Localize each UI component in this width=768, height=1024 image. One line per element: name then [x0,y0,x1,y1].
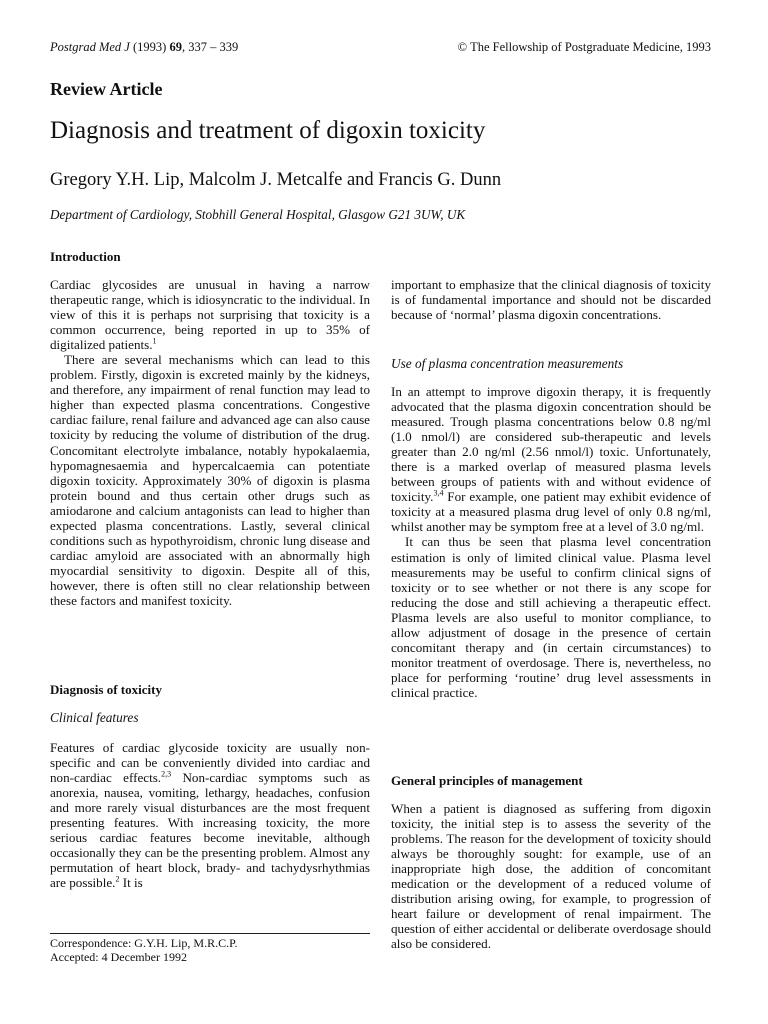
introduction-body [50,277,370,608]
plasma-paragraph-1: In an attempt to improve digoxin therapy, it is frequently advocated that the plasma digoxin concentration should be measured. Trough plasma concentrations below 0.8 ng/ml (1.0 nmol/l) are considered sub-therapeutic and levels greater than 2.0 ng/ml (2.56 nmol/l) toxic. Unfortunately, there is a marked overlap of measured plasma levels between groups of patients with and without evidence of toxicity.$^{3,4}$ For example, one patient may exhibit evidence of toxicity at a measured plasma drug level of only 0.8 ng/ml, whilst another may be symptom free at a level of 3.0 ng/ml. [391,384,711,535]
diagnosis-paragraph-1: Features of cardiac glycoside toxicity are usually non-specific and can be conveniently divided into cardiac and non-cardiac effects.$^{2,3}$ Non-cardiac symptoms such as anorexia, nausea, vomiting, lethargy, headaches, confusion and more rarely visual disturbances are the most frequent presenting features. With increasing toxicity, the more serious cardiac features become inevitable, although occasionally they can be the presenting problem. Almost any permutation of heart block, brady- and tachydysrhythmias are possible.$^2$ It is [50,740,370,891]
article-title: Diagnosis and treatment of digoxin toxicity [50,117,486,144]
subheading-clinical-features: Clinical features [50,710,139,725]
affiliation: Department of Cardiology, Stobhill General Hospital, Glasgow G21 3UW, UK [50,207,466,222]
copyright-notice: © The Fellowship of Postgraduate Medicine, 1993 [457,40,711,54]
article-type: Review Article [50,79,163,99]
introduction-paragraph-1: Cardiac glycosides are unusual in having a narrow therapeutic range, which is idiosyncratic to the individual. In view of this it is perhaps not surprising that toxicity is a common occurrence, being reported in up to 35% of digitalized patients.$^1$ [50,277,370,353]
introduction-paragraph-2: There are several mechanisms which can lead to this problem. Firstly, digoxin is excreted mainly by the kidneys, and therefore, any impairment of renal function may lead to higher than expected plasma concentrations. Congestive cardiac failure, renal failure and advanced age can also cause toxicity by reducing the volume of distribution of the drug. Concomitant electrolyte imbalance, notably hypokalaemia, hypomagnesaemia and hypercalcaemia can potentiate digoxin toxicity. Approximately 30% of digoxin is plasma protein bound and thus certain other drugs such as amiodarone and calcium antagonists can lead to higher than expected plasma concentrations. Lastly, several clinical conditions such as hypothyroidism, chronic lung disease and cardiac amyloid are associated with an abnormally high myocardial sensitivity to digoxin. Despite all of this, however, there is often still no clear relationship between these factors and manifest toxicity. [50,352,370,608]
subheading-plasma-measurements: Use of plasma concentration measurements [391,356,624,371]
continuation-paragraph: important to emphasize that the clinical diagnosis of toxicity is of fundamental importance and should not be discarded because of ‘normal’ plasma digoxin concentrations. [391,277,711,323]
footnote-accepted: Accepted: 4 December 1992 [50,950,187,964]
citation-ref: 3,4 [433,488,444,498]
journal-pages: , 337 – 339 [181,40,239,54]
journal-volume: 69 [169,40,182,54]
heading-management: General principles of management [391,773,583,788]
footnote-correspondence: Correspondence: G.Y.H. Lip, M.R.C.P. [50,936,238,950]
footnote-divider [50,933,370,934]
journal-year: (1993) [129,40,170,54]
diagnosis-body [50,740,370,890]
citation-ref: 2 [115,875,120,885]
plasma-body [391,384,711,700]
management-paragraph-1: When a patient is diagnosed as suffering from digoxin toxicity, the initial step is to assess the severity of the problems. The reason for the development of toxicity should always be thoroughly sought: for example, use of an inappropriate high dose, the addition of concomitant medication or the development of a reduced volume of distribution arising owing, for example, to progression of heart failure or development of renal impairment. The question of either accidental or deliberate overdosage should also be considered. [391,801,711,952]
journal-citation [50,40,238,55]
author-list: Gregory Y.H. Lip, Malcolm J. Metcalfe and Francis G. Dunn [50,170,502,190]
heading-diagnosis: Diagnosis of toxicity [50,682,162,697]
citation-ref: 2,3 [161,769,172,779]
plasma-paragraph-2: It can thus be seen that plasma level concentration estimation is only of limited clinical value. Plasma level measurements may be useful to confirm clinical signs of toxicity or to see whether or not there is any scope for reducing the dose and still achieving a therapeutic effect. Plasma levels are also useful to monitor compliance, to allow adjustment of dosage in the presence of certain concomitant therapy and (in certain circumstances) to monitor treatment of overdosage. There is, nevertheless, no place for performing ‘routine’ drug level assessments in clinical practice. [391,534,711,700]
citation-ref: 1 [152,336,157,346]
journal-name: Postgrad Med J [50,40,130,54]
heading-introduction: Introduction [50,249,121,264]
management-body [391,801,711,951]
